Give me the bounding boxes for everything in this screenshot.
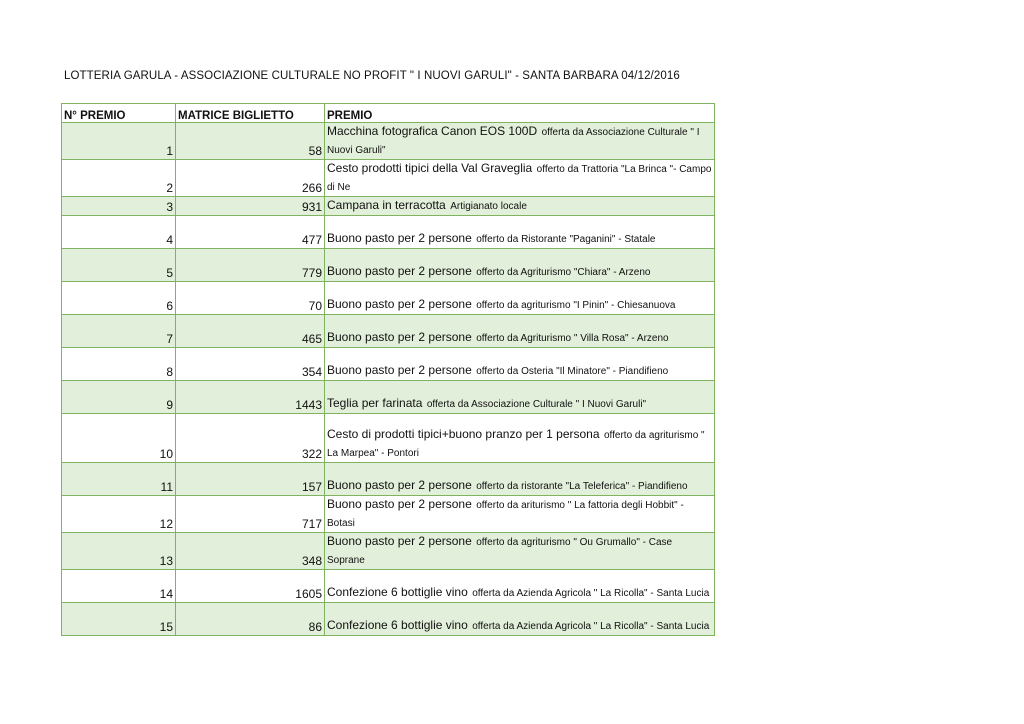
prize-name: Confezione 6 bottiglie vino	[327, 618, 468, 632]
ticket-number-cell: 266	[176, 160, 325, 197]
prize-number-cell: 5	[62, 249, 176, 282]
table-header-row	[62, 104, 715, 123]
prize-number-cell: 12	[62, 496, 176, 533]
prize-donor: offerto da agriturismo " Ou Grumallo" - Case Soprane	[327, 537, 673, 566]
prize-donor: offerto da Agriturismo "Chiara" - Arzeno	[476, 267, 651, 278]
prize-number-cell: 8	[62, 348, 176, 381]
prize-donor: offerto da agriturismo "I Pinin" - Chiesanuova	[476, 300, 676, 311]
prize-name: Confezione 6 bottiglie vino	[327, 585, 468, 599]
prize-name: Cesto di prodotti tipici+buono pranzo per 1 persona	[327, 427, 600, 441]
prize-cell	[325, 282, 715, 315]
prize-donor: offerto da Osteria "Il Minatore" - Piandifieno	[476, 366, 669, 377]
prize-cell	[325, 123, 715, 160]
ticket-number-cell: 348	[176, 533, 325, 570]
prize-cell	[325, 463, 715, 496]
prize-donor: offerto da agriturismo " La Marpea" - Pontori	[327, 430, 705, 459]
prize-number-cell: 7	[62, 315, 176, 348]
ticket-number-cell: 354	[176, 348, 325, 381]
ticket-number-cell: 58	[176, 123, 325, 160]
ticket-number-cell: 157	[176, 463, 325, 496]
prize-name: Buono pasto per 2 persone	[327, 478, 472, 492]
prize-number-cell: 15	[62, 603, 176, 636]
prize-name: Buono pasto per 2 persone	[327, 231, 472, 245]
header-prize-number: N° PREMIO	[62, 104, 176, 123]
header-prize: PREMIO	[325, 104, 715, 123]
prize-number-cell: 11	[62, 463, 176, 496]
ticket-number-cell: 717	[176, 496, 325, 533]
prize-name: Cesto prodotti tipici della Val Graveglia	[327, 161, 533, 175]
prize-name: Teglia per farinata	[327, 396, 423, 410]
prize-cell	[325, 603, 715, 636]
prize-cell	[325, 381, 715, 414]
prize-donor: offerto da ristorante "La Teleferica" - Piandifieno	[476, 481, 688, 492]
prize-number-cell: 14	[62, 570, 176, 603]
ticket-number-cell: 779	[176, 249, 325, 282]
ticket-number-cell: 477	[176, 216, 325, 249]
prize-number-cell: 2	[62, 160, 176, 197]
prize-donor: offerta da Azienda Agricola " La Ricolla" - Santa Lucia	[472, 588, 710, 599]
prize-table	[61, 103, 715, 636]
prize-donor: offerto da ariturismo " La fattoria degli Hobbit" - Botasi	[327, 500, 684, 529]
prize-number-cell: 4	[62, 216, 176, 249]
header-ticket-stub: MATRICE BIGLIETTO	[176, 104, 325, 123]
prize-table-body	[62, 123, 715, 636]
prize-name: Buono pasto per 2 persone	[327, 264, 472, 278]
ticket-number-cell: 86	[176, 603, 325, 636]
prize-number-cell: 3	[62, 197, 176, 216]
ticket-number-cell: 1443	[176, 381, 325, 414]
prize-cell	[325, 496, 715, 533]
prize-name: Buono pasto per 2 persone	[327, 363, 472, 377]
prize-name: Buono pasto per 2 persone	[327, 297, 472, 311]
prize-cell	[325, 160, 715, 197]
prize-number-cell: 9	[62, 381, 176, 414]
prize-cell	[325, 216, 715, 249]
prize-number-cell: 6	[62, 282, 176, 315]
prize-donor: offerta da Associazione Culturale " I Nuovi Garuli"	[327, 127, 700, 156]
prize-donor: offerto da Trattoria "La Brinca "- Campo di Ne	[327, 164, 712, 193]
prize-cell	[325, 348, 715, 381]
prize-donor: Artigianato locale	[450, 201, 527, 212]
document-title: LOTTERIA GARULA - ASSOCIAZIONE CULTURALE NO PROFIT " I NUOVI GARULI" - SANTA BARBARA 04/12/2016	[64, 70, 680, 82]
ticket-number-cell: 70	[176, 282, 325, 315]
prize-donor: offerto da Agriturismo " Villa Rosa" - Arzeno	[476, 333, 669, 344]
prize-number-cell: 13	[62, 533, 176, 570]
ticket-number-cell: 1605	[176, 570, 325, 603]
prize-donor: offerta da Azienda Agricola " La Ricolla" - Santa Lucia	[472, 621, 710, 632]
prize-name: Campana in terracotta	[327, 198, 446, 212]
prize-donor: offerto da Ristorante "Paganini" - Statale	[476, 234, 656, 245]
prize-cell	[325, 533, 715, 570]
prize-name: Buono pasto per 2 persone	[327, 330, 472, 344]
prize-cell	[325, 315, 715, 348]
ticket-number-cell: 322	[176, 414, 325, 463]
prize-number-cell: 10	[62, 414, 176, 463]
prize-donor: offerta da Associazione Culturale " I Nuovi Garuli"	[426, 399, 647, 410]
prize-cell	[325, 570, 715, 603]
prize-cell	[325, 197, 715, 216]
prize-name: Buono pasto per 2 persone	[327, 534, 472, 548]
ticket-number-cell: 465	[176, 315, 325, 348]
prize-cell	[325, 414, 715, 463]
prize-name: Macchina fotografica Canon EOS 100D	[327, 124, 538, 138]
ticket-number-cell: 931	[176, 197, 325, 216]
prize-name: Buono pasto per 2 persone	[327, 497, 472, 511]
prize-cell	[325, 249, 715, 282]
prize-number-cell: 1	[62, 123, 176, 160]
